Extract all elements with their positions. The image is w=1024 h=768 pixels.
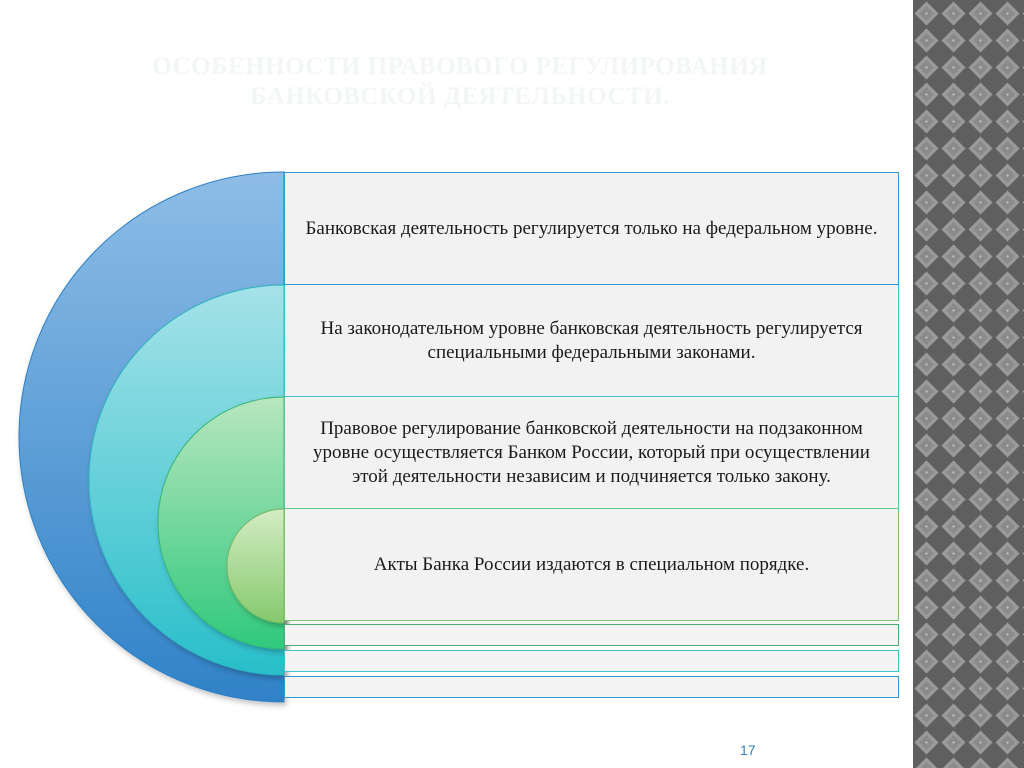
- empty-strip-3: [284, 676, 899, 698]
- regulation-item-1: [284, 172, 899, 285]
- page-number: 17: [740, 742, 756, 758]
- empty-strip-2: [284, 650, 899, 672]
- regulation-item-1-text: Банковская деятельность регулируется только на федеральном уровне.: [305, 217, 878, 239]
- regulation-item-2: [284, 285, 899, 397]
- regulation-item-4: [284, 509, 899, 621]
- regulation-item-2-text: На законодательном уровне банковская деятельность регулируется специальными федеральными законами.: [320, 317, 863, 363]
- regulation-item-3-text: Правовое регулирование банковской деятельности на подзаконном уровне осуществляется Банком России, который при осуществлении этой деятельности независим и подчиняется только закону.: [313, 417, 870, 487]
- regulation-item-4-text: Акты Банка России издаются в специальном порядке.: [373, 553, 810, 575]
- slide-title-line-2: БАНКОВСКОЙ ДЕЯТЕЛЬНОСТИ.: [250, 83, 670, 110]
- decorative-pattern-panel: [913, 0, 1024, 768]
- slide-title-line-1: ОСОБЕННОСТИ ПРАВОВОГО РЕГУЛИРОВАНИЯ: [152, 53, 768, 80]
- regulation-item-3: [284, 397, 899, 509]
- empty-strip-1: [284, 624, 899, 646]
